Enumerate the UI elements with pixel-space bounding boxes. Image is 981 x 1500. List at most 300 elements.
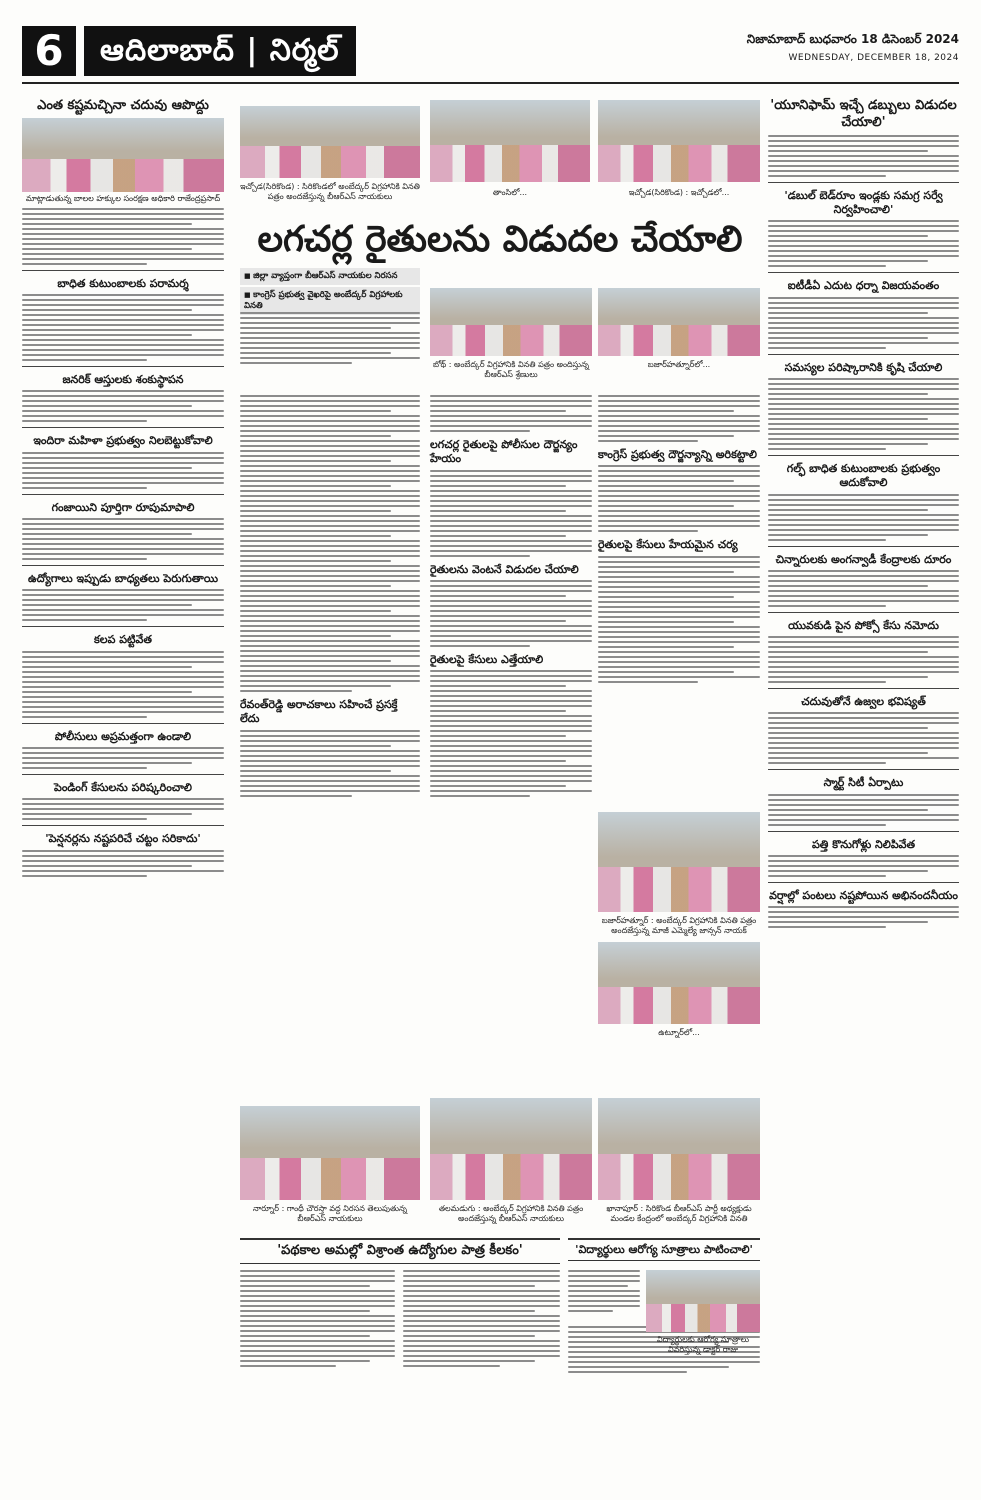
text-line <box>768 921 928 923</box>
text-line <box>430 760 566 762</box>
text-line <box>240 575 420 577</box>
text-line <box>240 317 420 319</box>
story-headline: ఉద్యోగాలు ఇప్పుడు బాధ్యతలు పెరుగుతాయి <box>28 572 218 586</box>
text-line <box>768 448 886 450</box>
story-subhead: కాంగ్రెస్ ప్రభుత్వ దౌర్జన్యాన్ని అరికట్టాలి <box>598 448 757 461</box>
text-line <box>598 415 760 417</box>
text-line <box>568 1310 613 1312</box>
text-line <box>598 435 734 437</box>
bottom-headline-retired-employees: 'పథకాల అమల్లో విశ్రాంత ఉద్యోగుల పాత్ర కీలకం' <box>240 1238 560 1264</box>
text-line <box>598 510 760 512</box>
text-line <box>768 636 959 638</box>
text-line <box>240 790 420 792</box>
text-line <box>240 1285 370 1287</box>
text-line <box>22 258 224 260</box>
story-body <box>22 518 224 560</box>
text-line <box>568 1356 760 1358</box>
text-line <box>240 480 420 482</box>
text-line <box>598 465 760 467</box>
text-line <box>598 470 760 472</box>
divider <box>768 688 959 689</box>
text-line <box>22 865 192 867</box>
text-line <box>568 1305 640 1307</box>
story-headline: గంజాయిని పూర్తిగా రూపుమాపాలి <box>51 500 195 514</box>
text-line <box>430 605 592 607</box>
text-line <box>430 475 592 477</box>
story-headline: 'పెన్షనర్లను నష్టపరిచే చట్టం సరికాదు' <box>45 832 201 846</box>
text-line <box>22 870 224 872</box>
text-line <box>568 1371 687 1373</box>
text-line <box>598 616 760 618</box>
text-line <box>22 767 147 769</box>
story-body <box>768 297 959 349</box>
text-line <box>403 1350 560 1352</box>
text-line <box>768 605 886 607</box>
story-body <box>22 390 224 422</box>
text-line <box>768 240 959 242</box>
photo-caption: ఖానాపూర్ : సిరికొండ బీఆర్ఎస్ పార్టీ అధ్యక్షుడు మండల కేంద్రంలో అంబేద్కర్ విగ్రహానికి వినతి <box>606 1204 752 1223</box>
story-headline: పెండింగ్ కేసులను పరిష్కరించాలి <box>54 780 192 794</box>
text-line <box>240 395 420 397</box>
story-headline: పత్తి కొనుగోళ్లు నిలిపివేత <box>811 837 916 851</box>
text-line <box>22 803 224 805</box>
text-line <box>403 1320 560 1322</box>
text-line <box>768 799 959 801</box>
text-line <box>768 347 886 349</box>
text-line <box>240 610 391 612</box>
photo-khanapur <box>598 812 760 912</box>
text-line <box>240 410 391 412</box>
story-subhead: రైతులపై కేసులు ఎత్తేయాలి <box>430 652 544 666</box>
text-line <box>598 515 760 517</box>
text-line <box>430 555 530 557</box>
text-line <box>768 661 959 663</box>
text-line <box>768 585 928 587</box>
text-line <box>598 405 760 407</box>
text-line <box>430 395 592 397</box>
text-line <box>240 770 391 772</box>
text-line <box>430 630 592 632</box>
text-line <box>768 575 959 577</box>
text-line <box>240 430 420 432</box>
text-line <box>768 717 959 719</box>
text-line <box>22 594 224 596</box>
text-line <box>22 233 224 235</box>
text-line <box>430 495 592 497</box>
text-line <box>768 656 959 658</box>
photo-caption: విద్యార్థులకు ఆరోగ్య సూత్రాలు వివరిస్తున్న డాక్టర్ రాజు <box>656 1335 750 1354</box>
text-line <box>22 813 192 815</box>
divider <box>768 455 959 456</box>
center-body-column-a <box>240 395 420 801</box>
text-line <box>430 670 592 672</box>
text-line <box>430 545 592 547</box>
photo-caption: మాట్లాడుతున్న బాలల హక్కుల సంరక్షణ అధికారి రాజేంద్రప్రసాద్ <box>25 193 221 203</box>
text-line <box>22 420 147 422</box>
text-line <box>768 824 886 826</box>
text-line <box>598 571 734 573</box>
text-line <box>22 533 192 535</box>
divider <box>22 626 224 627</box>
text-line <box>240 1295 395 1297</box>
text-line <box>768 732 959 734</box>
text-line <box>430 755 592 757</box>
text-line <box>240 357 420 359</box>
text-line <box>240 425 420 427</box>
text-line <box>22 676 224 678</box>
text-line <box>22 696 224 698</box>
text-line <box>22 324 224 326</box>
text-line <box>240 1310 370 1312</box>
text-line <box>403 1325 560 1327</box>
headline-bullets <box>240 268 420 317</box>
text-line <box>22 614 224 616</box>
divider <box>768 612 959 613</box>
text-line <box>768 514 959 516</box>
text-line <box>240 680 420 682</box>
text-line <box>430 500 592 502</box>
story-headline: ఎంత కష్టమచ్చినా చదువు ఆపొద్దు <box>37 98 209 113</box>
text-line <box>598 581 760 583</box>
text-line <box>768 307 959 309</box>
text-line <box>430 585 592 587</box>
text-line <box>240 1315 395 1317</box>
story-headline: పోలీసులు అప్రమత్తంగా ఉండాలి <box>54 729 192 743</box>
text-line <box>240 475 420 477</box>
text-line <box>568 1270 640 1272</box>
text-line <box>568 1295 640 1297</box>
text-line <box>403 1310 535 1312</box>
text-line <box>22 339 224 341</box>
story-body <box>403 1270 560 1367</box>
text-line <box>403 1355 560 1357</box>
text-line <box>22 558 147 560</box>
photo-caption: ఇచ్చోడ(సిరికొండ) : ఇచ్చోడలో... <box>628 188 730 197</box>
story-headline: 'డబుల్ బెడ్‌రూం ఇండ్లకు సమగ్ర సర్వే నిర్వహించాలి' <box>784 188 943 217</box>
text-line <box>768 250 959 252</box>
text-line <box>240 605 420 607</box>
text-line <box>768 712 959 714</box>
text-line <box>403 1270 560 1272</box>
text-line <box>240 455 420 457</box>
text-line <box>768 150 928 152</box>
divider <box>768 546 959 547</box>
text-line <box>768 666 959 668</box>
text-line <box>240 760 420 762</box>
text-line <box>22 860 224 862</box>
text-line <box>430 430 530 432</box>
text-line <box>598 611 760 613</box>
text-line <box>403 1360 535 1362</box>
text-line <box>768 809 928 811</box>
text-line <box>768 676 928 678</box>
text-line <box>598 410 734 412</box>
story-body <box>22 208 224 265</box>
text-line <box>22 400 224 402</box>
text-line <box>22 604 192 606</box>
text-line <box>22 548 224 550</box>
text-line <box>240 535 391 537</box>
text-line <box>22 798 224 800</box>
text-line <box>768 590 959 592</box>
text-line <box>768 570 959 572</box>
text-line <box>240 625 420 627</box>
text-line <box>240 660 391 662</box>
text-line <box>768 160 959 162</box>
text-line <box>22 543 224 545</box>
text-line <box>430 750 592 752</box>
text-line <box>598 681 698 683</box>
text-line <box>430 625 592 627</box>
text-line <box>240 352 391 354</box>
text-line <box>768 494 959 496</box>
text-line <box>22 716 147 718</box>
story-body <box>768 636 959 683</box>
text-line <box>22 589 224 591</box>
photo-bazarhatnoor <box>598 288 760 356</box>
story-photo <box>22 118 224 192</box>
text-line <box>403 1290 560 1292</box>
story-subhead: లగచర్ల రైతులపై పోలీసుల దౌర్జన్యం హేయం <box>430 438 578 466</box>
text-line <box>240 1360 370 1362</box>
text-line <box>430 640 592 642</box>
text-line <box>22 223 192 225</box>
photo-caption: తలమడుగు : అంబేద్కర్ విగ్రహానికి వినతి పత్రం అందజేస్తున్న బీఆర్ఎస్ నాయకులు <box>438 1204 584 1223</box>
story-headline: 'యూనిఫామ్ ఇచ్చే డబ్బులు విడుదల చేయాలి' <box>770 98 957 130</box>
photo-tamsi <box>430 100 590 182</box>
text-line <box>240 735 420 737</box>
text-line <box>768 393 928 395</box>
text-line <box>430 720 592 722</box>
text-line <box>430 580 592 582</box>
text-line <box>430 415 592 417</box>
text-line <box>768 534 928 536</box>
story-headline: స్మార్ట్ సిటీ ఏర్పాటు <box>823 776 904 790</box>
divider <box>22 270 224 271</box>
text-line <box>240 500 420 502</box>
text-line <box>240 505 420 507</box>
text-line <box>568 1275 640 1277</box>
text-line <box>240 595 420 597</box>
text-line <box>598 530 698 532</box>
text-line <box>22 248 192 250</box>
story-body <box>768 378 959 450</box>
photo-caption: ఇచ్చోడ(సిరికొండ) : సిరికొండలో అంబేద్కర్ విగ్రహానికి వినతి పత్రం అందజేస్తున్న బీఆర్ఎస్ నాయకులు <box>240 182 420 201</box>
text-line <box>598 631 760 633</box>
text-line <box>240 510 391 512</box>
photo-both <box>430 288 592 356</box>
text-line <box>768 145 959 147</box>
divider <box>768 354 959 355</box>
text-line <box>240 620 420 622</box>
text-line <box>430 635 592 637</box>
text-line <box>430 470 592 472</box>
story-body <box>768 712 959 764</box>
text-line <box>240 555 420 557</box>
text-line <box>240 1330 395 1332</box>
divider <box>22 723 224 724</box>
bottom-body-column-a <box>240 1270 395 1371</box>
text-line <box>403 1300 560 1302</box>
text-line <box>768 443 928 445</box>
text-line <box>22 238 224 240</box>
text-line <box>768 539 886 541</box>
text-line <box>598 656 760 658</box>
text-line <box>768 155 959 157</box>
text-line <box>22 208 224 210</box>
text-line <box>598 671 734 673</box>
text-line <box>240 635 391 637</box>
text-line <box>598 430 760 432</box>
divider <box>768 831 959 832</box>
text-line <box>22 354 224 356</box>
text-line <box>240 650 420 652</box>
story-subhead: రైతులను వెంటనే విడుదల చేయాలి <box>430 562 579 576</box>
text-line <box>768 383 959 385</box>
text-line <box>240 1300 395 1302</box>
text-line <box>430 525 592 527</box>
text-line <box>240 515 420 517</box>
story-body <box>768 906 959 928</box>
text-line <box>430 610 592 612</box>
text-line <box>768 747 959 749</box>
date-block <box>747 32 959 63</box>
story-body <box>768 570 959 607</box>
text-line <box>240 540 420 542</box>
text-line <box>430 530 592 532</box>
text-line <box>240 545 420 547</box>
text-line <box>768 170 959 172</box>
text-line <box>768 819 959 821</box>
text-line <box>22 243 224 245</box>
text-line <box>598 646 734 648</box>
text-line <box>22 757 224 759</box>
text-line <box>22 477 224 479</box>
photo-ichoda <box>598 100 760 182</box>
text-line <box>598 601 760 603</box>
text-line <box>768 524 959 526</box>
text-line <box>430 795 530 797</box>
text-line <box>22 309 192 311</box>
story-headline: ఇందిరా మహిళా ప్రభుత్వం నిలబెట్టుకోవాలి <box>33 434 213 448</box>
text-line <box>768 504 959 506</box>
text-line <box>240 1355 395 1357</box>
story-body <box>768 220 959 267</box>
text-line <box>598 490 760 492</box>
text-line <box>240 795 352 797</box>
text-line <box>22 671 224 673</box>
text-line <box>430 620 566 622</box>
text-line <box>22 656 224 658</box>
text-line <box>240 570 420 572</box>
text-line <box>240 590 420 592</box>
text-line <box>768 225 959 227</box>
text-line <box>598 566 760 568</box>
text-line <box>403 1335 535 1337</box>
text-line <box>768 814 959 816</box>
text-line <box>768 641 959 643</box>
text-line <box>240 1345 395 1347</box>
text-line <box>240 675 420 677</box>
text-line <box>430 420 592 422</box>
text-line <box>22 752 224 754</box>
lead-text <box>240 312 420 368</box>
text-line <box>568 1285 628 1287</box>
text-line <box>768 926 886 928</box>
text-line <box>430 485 566 487</box>
text-line <box>430 510 566 512</box>
text-line <box>768 752 928 754</box>
text-line <box>240 785 420 787</box>
text-line <box>22 314 224 316</box>
text-line <box>240 445 420 447</box>
text-line <box>240 585 391 587</box>
text-line <box>768 681 886 683</box>
text-line <box>240 520 420 522</box>
text-line <box>403 1305 560 1307</box>
text-line <box>598 641 760 643</box>
text-line <box>568 1290 640 1292</box>
text-line <box>22 263 147 265</box>
date-english: WEDNESDAY, DECEMBER 18, 2024 <box>788 53 959 63</box>
story-body <box>22 589 224 621</box>
text-line <box>768 651 928 653</box>
text-line <box>768 297 959 299</box>
text-line <box>22 228 224 230</box>
photo-narnoor <box>240 1106 420 1200</box>
text-line <box>22 599 224 601</box>
text-line <box>240 400 420 402</box>
text-line <box>403 1285 535 1287</box>
text-line <box>768 911 959 913</box>
text-line <box>598 395 760 397</box>
story-headline: జనరిక్ ఆస్తులకు శంకుస్థాపన <box>62 373 184 387</box>
text-line <box>240 460 391 462</box>
text-line <box>240 730 420 732</box>
text-line <box>22 487 147 489</box>
bottom-body-column-b <box>403 1270 560 1371</box>
text-line <box>22 762 192 764</box>
text-line <box>240 420 420 422</box>
text-line <box>403 1315 560 1317</box>
text-line <box>430 505 592 507</box>
text-line <box>240 1280 395 1282</box>
text-line <box>240 405 420 407</box>
text-line <box>430 615 592 617</box>
text-line <box>768 398 959 400</box>
text-line <box>22 609 224 611</box>
text-line <box>598 420 760 422</box>
divider <box>22 427 224 428</box>
text-line <box>430 515 592 517</box>
text-line <box>768 302 959 304</box>
text-line <box>568 1366 729 1368</box>
center-body-column-c <box>598 395 760 687</box>
text-line <box>240 745 391 747</box>
text-line <box>430 695 592 697</box>
text-line <box>768 337 928 339</box>
text-line <box>22 651 224 653</box>
text-line <box>403 1275 560 1277</box>
text-line <box>240 655 420 657</box>
divider <box>22 366 224 367</box>
text-line <box>430 785 566 787</box>
text-line <box>430 770 592 772</box>
text-line <box>240 630 420 632</box>
text-line <box>240 525 420 527</box>
text-line <box>22 538 224 540</box>
text-line <box>22 666 192 668</box>
